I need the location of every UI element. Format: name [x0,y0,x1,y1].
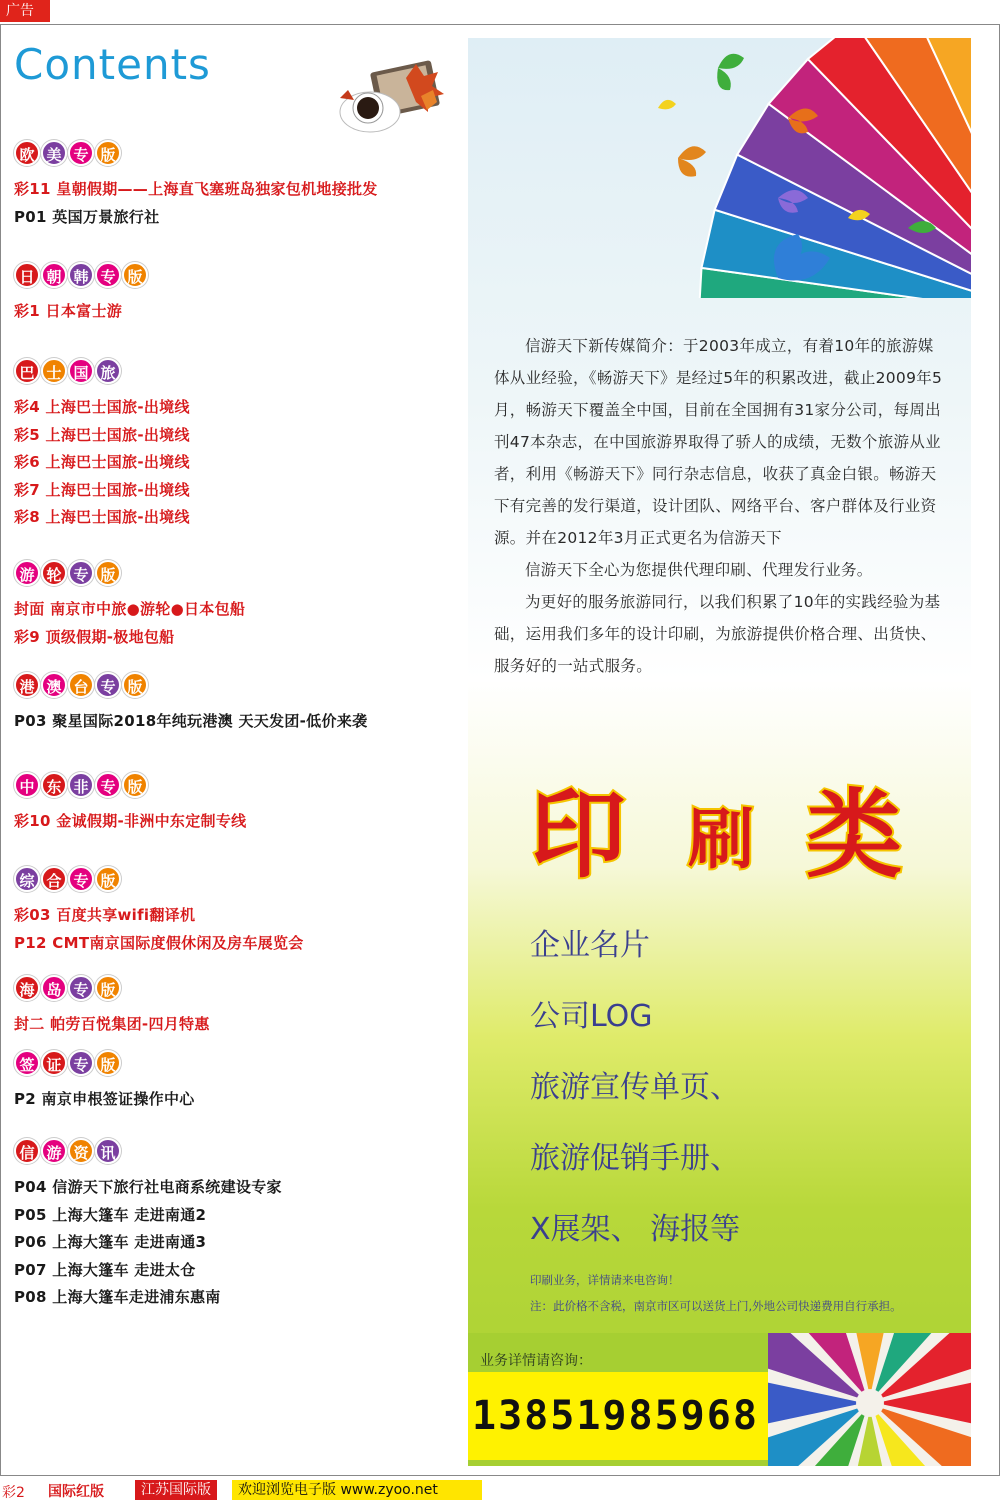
section-badge: 港 [14,672,40,698]
contents-entry: P08 上海大篷车走进浦东惠南 [14,1288,221,1306]
section-badge: 讯 [95,1138,121,1164]
section-badge: 专 [68,975,94,1001]
service-item: X展架、 海报等 [530,1212,741,1247]
province-edition-label: 江苏国际版 [135,1480,217,1500]
intro-paragraph: 信游天下全心为您提供代理印刷、代理发行业务。 [525,561,873,579]
service-item: 企业名片 [530,928,650,963]
section-badge: 朝 [41,262,67,288]
contents-section [14,358,190,532]
section-badge: 专 [95,772,121,798]
contents-entry: 彩7 上海巴士国旅-出境线 [14,480,190,499]
footer-bar [0,1478,1000,1503]
contents-entry: P03 聚星国际2018年纯玩港澳 天天发团-低价来袭 [14,712,368,730]
website-link[interactable]: 欢迎浏览电子版 www.zyoo.net [232,1480,482,1500]
section-badge: 岛 [41,975,67,1001]
color-fan-butterflies-illustration [638,38,971,298]
section-badge: 澳 [41,672,67,698]
intro-paragraph: 信游天下新传媒简介：于2003年成立，有着10年的旅游媒体从业经验，《畅游天下》是经过5年的积累改进，截止2009年5月，畅游天下覆盖全中国，目前在全国拥有31家分公司，每周出刊47本杂志，在中国旅游界取得了骄人的成绩，无数个旅游从业者，利用《畅游天下》同行杂志信息，收获了真金白银。畅游天下有完善的发行渠道，设计团队、网络平台、客户群体及行业资源。并在2012年3月正式更名为信游天下 [494,337,943,547]
section-badge: 合 [41,866,67,892]
contents-entry: P12 CMT南京国际度假休闲及房车展览会 [14,933,304,952]
section-badge: 国 [68,358,94,384]
section-badge: 轮 [41,560,67,586]
section-badge: 美 [41,140,67,166]
contents-section [14,866,304,957]
contents-section [14,772,246,836]
contents-section [14,672,367,736]
company-intro [494,330,949,682]
section-badge: 专 [68,560,94,586]
title-char: 刷 [688,801,754,878]
section-badge: 游 [14,560,40,586]
contents-title: Contents [14,40,211,89]
service-item: 旅游促销手册、 [530,1141,740,1176]
section-badge: 专 [68,140,94,166]
section-badge-row [14,1050,195,1078]
section-badge: 签 [14,1050,40,1076]
contents-entry: 彩03 百度共享wifi翻译机 [14,906,196,924]
section-badge: 专 [68,1050,94,1076]
service-item: 旅游宣传单页、 [530,1070,740,1105]
coffee-leaves-illustration [326,58,451,136]
section-badge: 证 [41,1050,67,1076]
phone-number: 13851985968 [472,1393,759,1439]
contents-entry: P01 英国万景旅行社 [14,207,160,226]
intro-paragraph: 为更好的服务旅游同行，以我们积累了10年的实践经验为基础，运用我们多年的设计印刷，为旅游提供价格合理、出货快、服务好的一站式服务。 [494,593,941,675]
contents-entry: P06 上海大篷车 走进南通3 [14,1233,207,1251]
section-badge: 韩 [68,262,94,288]
contents-entry: 彩10 金诚假期-非洲中东定制专线 [14,812,247,830]
contents-section [14,1138,282,1312]
contents-entry: 彩5 上海巴士国旅-出境线 [14,425,190,444]
section-badge-row [14,1138,282,1166]
section-badge: 旅 [95,358,121,384]
section-badge-row [14,358,190,386]
contents-entry: P04 信游天下旅行社电商系统建设专家 [14,1178,282,1196]
section-badge-row [14,140,378,168]
service-list [530,910,740,1265]
section-badge: 版 [95,866,121,892]
section-badge: 台 [68,672,94,698]
section-badge: 游 [41,1138,67,1164]
section-badge: 综 [14,866,40,892]
title-char: 类 [806,780,902,890]
contents-entry: 彩8 上海巴士国旅-出境线 [14,508,190,526]
colored-pencils-illustration [768,1333,971,1466]
section-badge-row [14,262,148,290]
section-badge: 中 [14,772,40,798]
section-badge: 专 [95,262,121,288]
section-badge: 东 [41,772,67,798]
section-badge: 专 [68,866,94,892]
section-badge-row [14,866,304,894]
section-badge: 资 [68,1138,94,1164]
section-badge: 专 [95,672,121,698]
section-badge: 版 [95,1050,121,1076]
print-category-title [530,780,910,890]
section-badge-row [14,560,245,588]
contents-entry: P05 上海大篷车 走进南通2 [14,1205,207,1224]
section-badge-row [14,772,246,800]
section-badge: 欧 [14,140,40,166]
service-item: 公司LOG [530,999,653,1034]
contents-entry: 彩4 上海巴士国旅-出境线 [14,398,190,416]
contents-entry: P07 上海大篷车 走进太仓 [14,1260,196,1279]
contents-entry: P2 南京申根签证操作中心 [14,1090,195,1108]
edition-label: 国际红版 [48,1484,104,1500]
contents-entry: 彩6 上海巴士国旅-出境线 [14,453,190,471]
contents-entry: 封二 帕劳百悦集团-四月特惠 [14,1015,210,1033]
contents-entry: 彩1 日本富士游 [14,302,123,320]
section-badge: 巴 [14,358,40,384]
contents-section [14,975,210,1039]
section-badge: 版 [95,975,121,1001]
contents-entry: 彩11 皇朝假期——上海直飞塞班岛独家包机地接批发 [14,180,378,198]
section-badge: 版 [95,140,121,166]
section-badge-row [14,672,367,700]
section-badge: 信 [14,1138,40,1164]
contents-entry: 彩9 顶级假期-极地包船 [14,627,175,646]
ad-tag: 广告 [0,0,50,22]
section-badge-row [14,975,210,1003]
page-number: 彩2 [2,1485,25,1501]
print-ad-panel [468,38,971,1466]
contents-section [14,262,148,326]
contents-section [14,1050,195,1114]
contents-section [14,140,378,231]
section-badge: 版 [122,672,148,698]
section-badge: 日 [14,262,40,288]
section-badge: 海 [14,975,40,1001]
section-badge: 版 [122,262,148,288]
section-badge: 版 [122,772,148,798]
inquiry-note: 印刷业务，详情请来电咨询！ [530,1273,680,1287]
contact-label: 业务详情请咨询： [480,1353,592,1369]
section-badge: 非 [68,772,94,798]
title-char: 印 [530,780,626,890]
section-badge: 版 [95,560,121,586]
section-badge: 士 [41,358,67,384]
price-note: 注：此价格不含税，南京市区可以送货上门,外地公司快递费用自行承担。 [530,1299,902,1313]
contents-section [14,560,245,651]
contents-entry: 封面 南京市中旅●游轮●日本包船 [14,600,246,618]
